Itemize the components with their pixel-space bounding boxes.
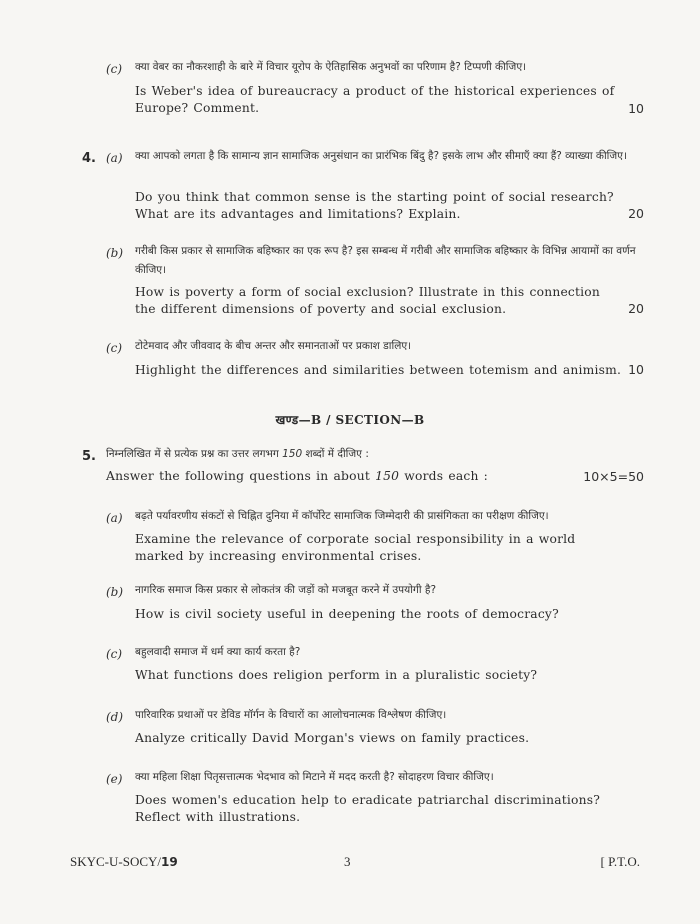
paper-code-prefix: SKYC-U-SOCY/ — [70, 854, 162, 869]
sub-label: (c) — [106, 341, 123, 355]
english-text: Do you think that common sense is the starting point of social research? What are its advantages and limitations? Explain. — [135, 190, 614, 221]
sub-label: (b) — [106, 246, 124, 260]
english-text: How is poverty a form of social exclusion? Illustrate in this connection the different dimensions of poverty and social exclusion. — [135, 285, 601, 316]
marks: 10 — [628, 362, 644, 377]
sub-label: (e) — [106, 772, 123, 786]
sub-label: (d) — [106, 710, 124, 724]
sub-label: (a) — [106, 511, 123, 525]
hindi-instruction-pre: निम्नलिखित में से प्रत्येक प्रश्न का उत्तर लगभग — [106, 448, 283, 460]
hindi-text: क्या महिला शिक्षा पितृसत्तात्मक भेदभाव को मिटाने में मदद करती है? सोदाहरण विचार कीजिए। — [135, 771, 494, 783]
english-instruction-post: words each : — [399, 469, 489, 483]
english-text: What functions does religion perform in a pluralistic society? — [135, 668, 538, 682]
hindi-text: बढ़ते पर्यावरणीय संकटों से चिह्नित दुनिया में कॉर्पोरेट सामाजिक जिम्मेदारी की प्रासंगिकता का परीक्षण कीजिए। — [135, 510, 549, 522]
marks: 10 — [628, 101, 644, 116]
hindi-text: क्या वेबर का नौकरशाही के बारे में विचार यूरोप के ऐतिहासिक अनुभवों का परिणाम है? टिप्पणी कीजिए। — [135, 61, 527, 73]
page-number: 3 — [344, 854, 351, 869]
sub-label: (c) — [106, 62, 123, 76]
word-count: 150 — [375, 469, 400, 483]
english-text: Is Weber's idea of bureaucracy a product of the historical experiences of Europe? Comment. — [135, 84, 615, 115]
sub-label: (c) — [106, 647, 123, 661]
english-text: Analyze critically David Morgan's views on family practices. — [135, 731, 530, 745]
english-text: Does women's education help to eradicate patriarchal discriminations? Reflect with illustrations. — [135, 793, 601, 824]
hindi-text: टोटेमवाद और जीववाद के बीच अन्तर और समानताओं पर प्रकाश डालिए। — [135, 340, 412, 352]
english-text: Examine the relevance of corporate social responsibility in a world marked by increasing environmental crises. — [135, 532, 576, 563]
section-heading: खण्ड—B / SECTION—B — [275, 413, 425, 427]
hindi-text: गरीबी किस प्रकार से सामाजिक बहिष्कार का एक रूप है? इस सम्बन्ध में गरीबी और सामाजिक बहिष्कार के विभिन्न आयामों का वर्णन कीजिए। — [135, 245, 636, 276]
marks: 20 — [628, 206, 644, 221]
word-count: 150 — [282, 448, 303, 460]
english-text: How is civil society useful in deepening the roots of democracy? — [135, 607, 559, 621]
marks: 20 — [628, 301, 644, 316]
hindi-text: नागरिक समाज किस प्रकार से लोकतंत्र की जड़ों को मजबूत करने में उपयोगी है? — [135, 584, 437, 596]
hindi-text: पारिवारिक प्रथाओं पर डेविड मॉर्गन के विचारों का आलोचनात्मक विश्लेषण कीजिए। — [135, 709, 447, 721]
marks: 10×5=50 — [583, 469, 644, 484]
paper-code — [70, 854, 178, 870]
hindi-instruction-post: शब्दों में दीजिए : — [302, 448, 369, 460]
english-text: Highlight the differences and similarities between totemism and animism. — [135, 363, 622, 377]
paper-code-year: 19 — [161, 855, 178, 869]
sub-label: (a) — [106, 151, 123, 165]
question-number: 5. — [82, 449, 96, 464]
sub-label: (b) — [106, 585, 124, 599]
please-turn-over: [ P.T.O. — [600, 854, 640, 869]
hindi-text: क्या आपको लगता है कि सामान्य ज्ञान सामाजिक अनुसंधान का प्रारंभिक बिंदु है? इसके लाभ और सीमाएँ क्या हैं? व्याख्या कीजिए। — [135, 150, 627, 162]
hindi-text: बहुलवादी समाज में धर्म क्या कार्य करता है? — [135, 646, 301, 658]
english-instruction — [106, 468, 586, 485]
question-number: 4. — [82, 151, 96, 166]
english-instruction-pre: Answer the following questions in about — [106, 469, 376, 483]
hindi-instruction — [106, 445, 616, 464]
